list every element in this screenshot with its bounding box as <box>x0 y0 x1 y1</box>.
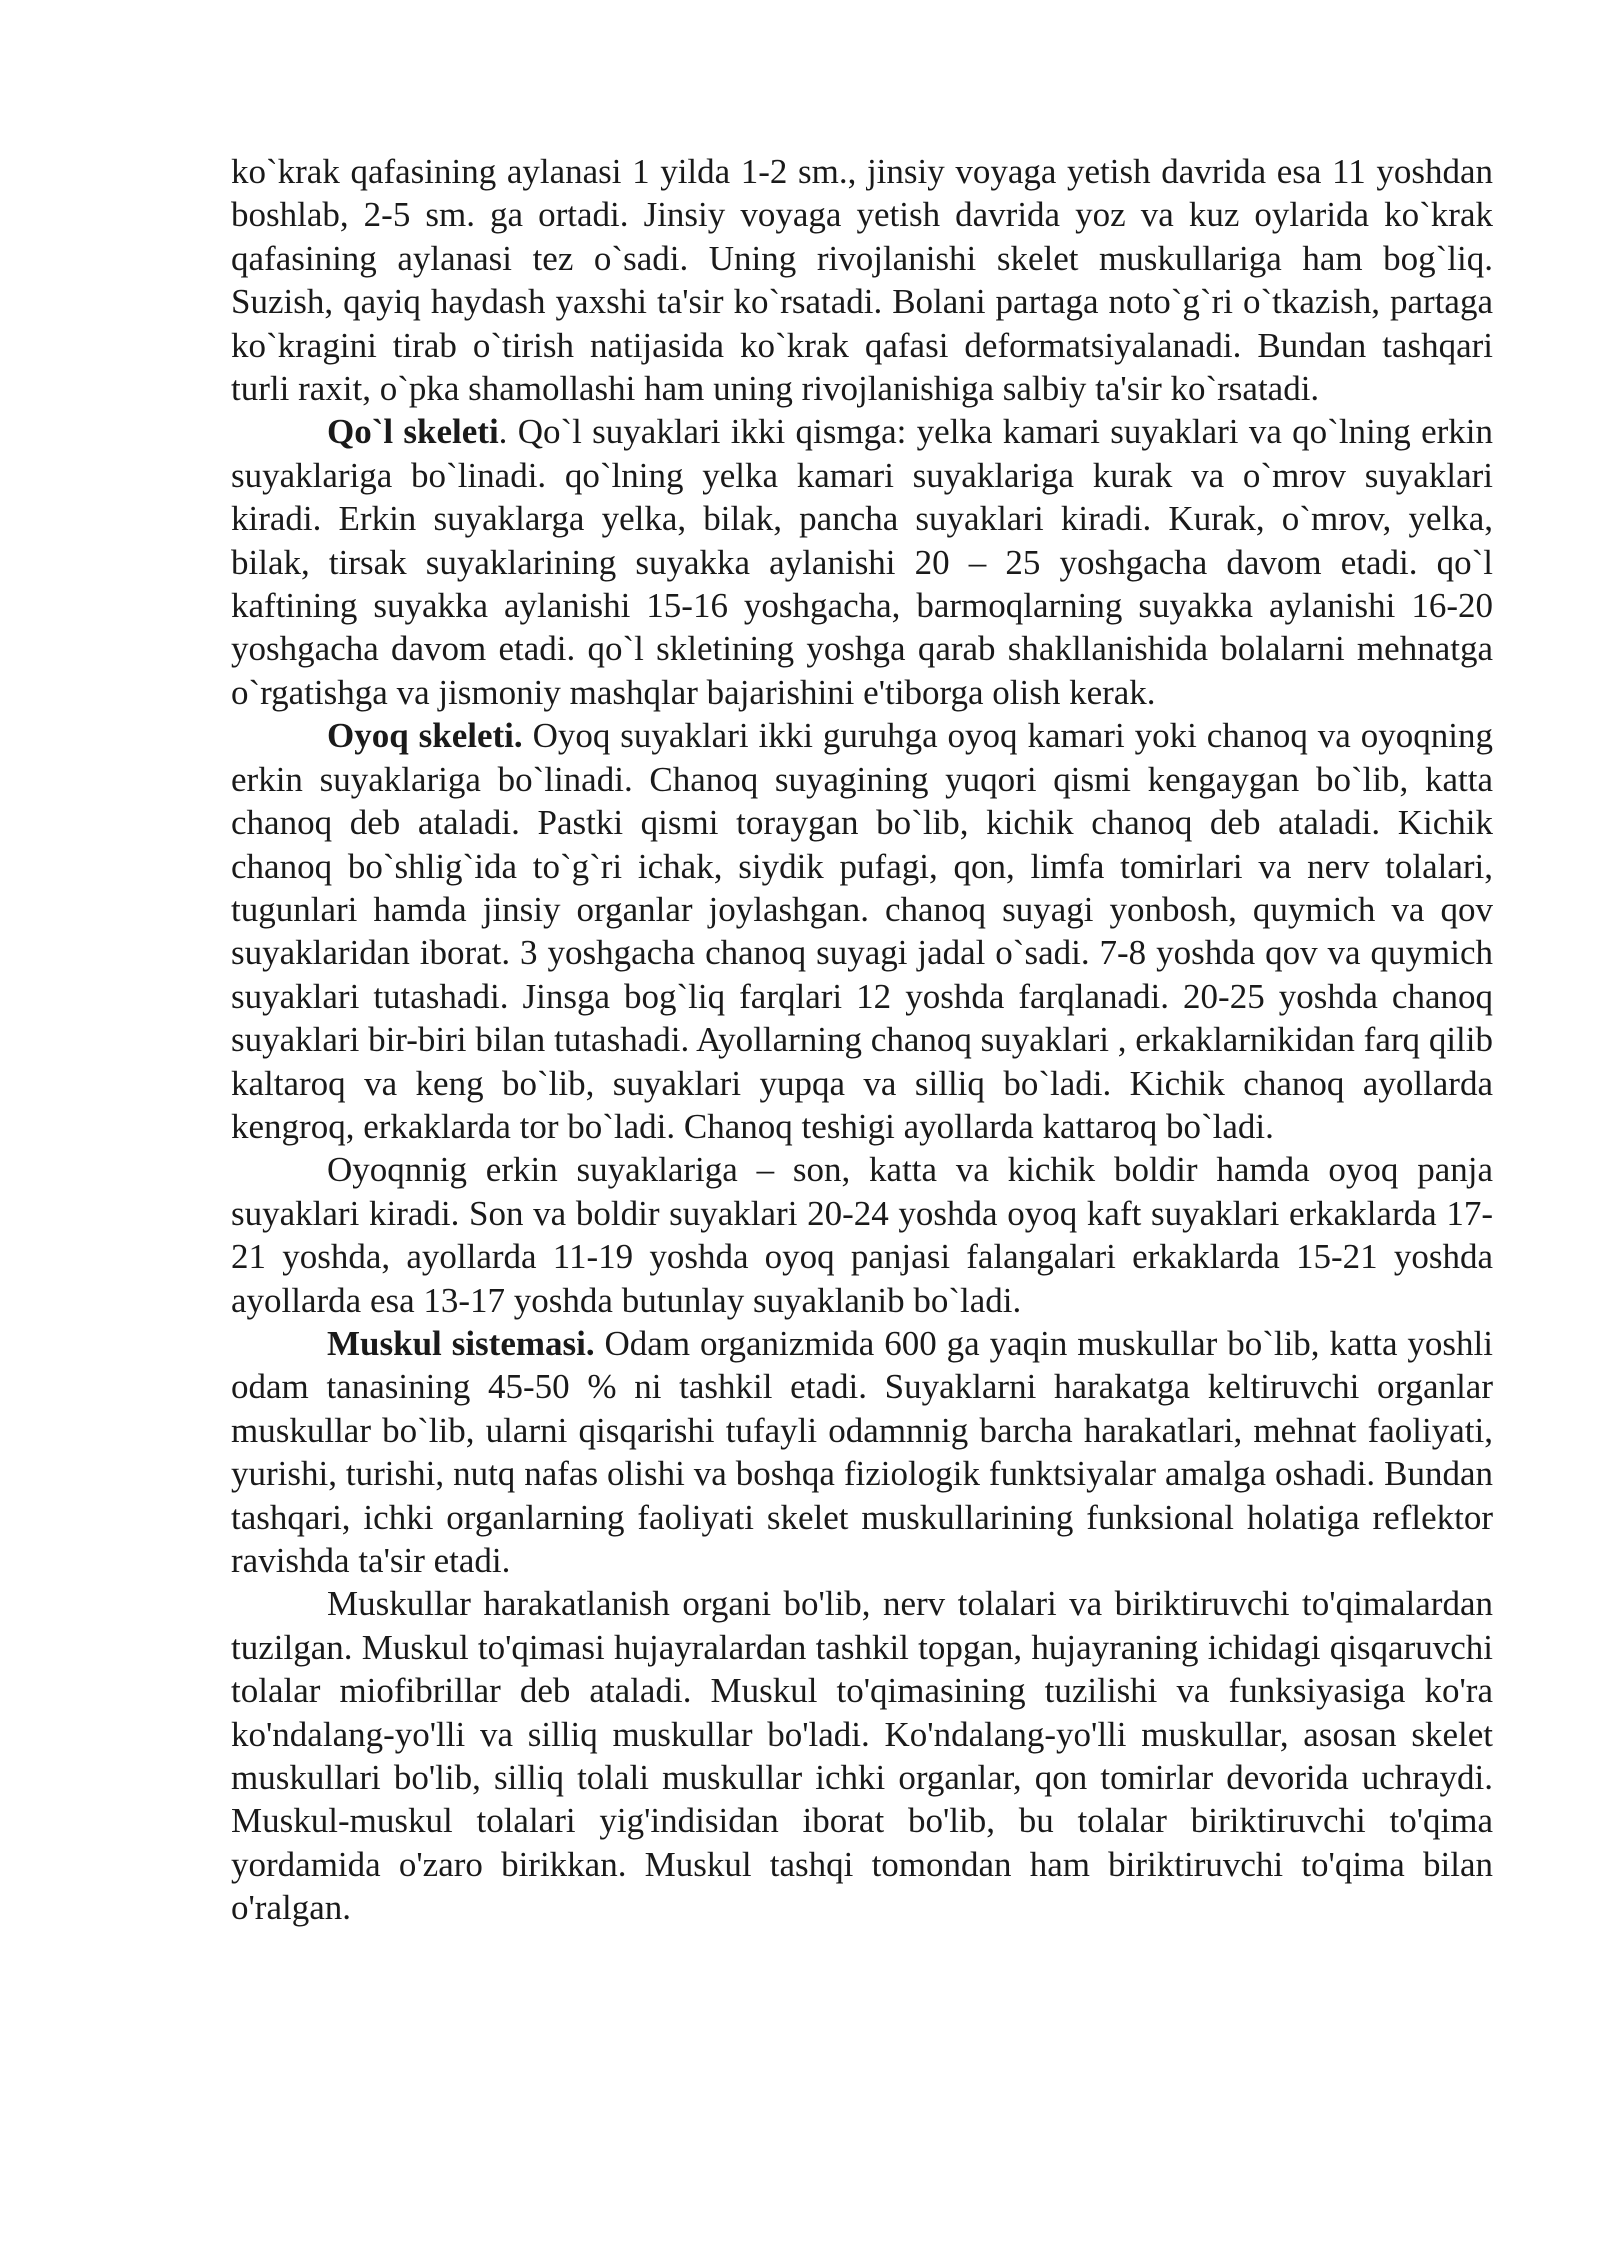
paragraph-text: Odam organizmida 600 ga yaqin muskullar bo`lib, katta yoshli odam tanasining 45-50 % ni tashkil etadi. Suyaklarni harakatga keltiruvchi organlar muskullar bo`lib, ularni qisqarishi tufayli odamnnig barcha harakatlari, mehnat faoliyati, yurishi, turishi, nutq nafas olishi va boshqa fiziologik funktsiyalar amalga oshadi. Bundan tashqari, ichki organlarning faoliyati skelet muskullarining funksional holatiga reflektor ravishda ta'sir etadi. <box>231 1323 1493 1580</box>
paragraph-arm-skeleton <box>231 410 1493 714</box>
paragraph-leg-skeleton <box>231 714 1493 1148</box>
paragraph-text: Oyoq suyaklari ikki guruhga oyoq kamari yoki chanoq va oyoqning erkin suyaklariga bo`linadi. Chanoq suyagining yuqori qismi kengaygan bo`lib, katta chanoq deb ataladi. Pastki qismi toraygan bo`lib, kichik chanoq deb ataladi. Kichik chanoq bo`shlig`ida to`g`ri ichak, siydik pufagi, qon, limfa tomirlari va nerv tolalari, tugunlari hamda jinsiy organlar joylashgan. chanoq suyagi yonbosh, quymich va qov suyaklaridan iborat. 3 yoshgacha chanoq suyagi jadal o`sadi. 7-8 yoshda qov va quymich suyaklari tutashadi. Jinsga bog`liq farqlari 12 yoshda farqlanadi. 20-25 yoshda chanoq suyaklari bir-biri bilan tutashadi. Ayollarning chanoq suyaklari , erkaklarnikidan farq qilib kaltaroq va keng bo`lib, suyaklari yupqa va silliq bo`ladi. Kichik chanoq ayollarda kengroq, erkaklarda tor bo`ladi. Chanoq teshigi ayollarda kattaroq bo`ladi. <box>231 716 1493 1146</box>
paragraph-text: Muskullar harakatlanish organi bo'lib, nerv tolalari va biriktiruvchi to'qimalardan tuzilgan. Muskul to'qimasi hujayralardan tashkil topgan, hujayraning ichidagi qisqaruvchi tolalar miofibrillar deb ataladi. Muskul to'qimasining tuzilishi va funksiyasiga ko'ra ko'ndalang-yo'lli va silliq muskullar bo'ladi. Ko'ndalang-yo'lli muskullar, asosan skelet muskullari bo'lib, silliq tolali muskullar ichki organlar, qon tomirlar devorida uchraydi. Muskul-muskul tolalari yig'indisidan iborat bo'lib, bu tolalar biriktiruvchi to'qima yordamida o'zaro birikkan. Muskul tashqi tomondan ham biriktiruvchi to'qima bilan o'ralgan. <box>231 1584 1493 1928</box>
section-heading-muscle-system: Muskul sistemasi. <box>327 1323 595 1363</box>
paragraph-leg-free-bones <box>231 1148 1493 1322</box>
paragraph-text: . Qo`l suyaklari ikki qismga: yelka kamari suyaklari va qo`lning erkin suyaklariga bo`linadi. qo`lning yelka kamari suyaklariga kurak va o`mrov suyaklari kiradi. Erkin suyaklarga yelka, bilak, pancha suyaklari kiradi. Kurak, o`mrov, yelka, bilak, tirsak suyaklarining suyakka aylanishi 20 – 25 yoshgacha davom etadi. qo`l kaftining suyakka aylanishi 15-16 yoshgacha, barmoqlarning suyakka aylanishi 16-20 yoshgacha davom etadi. qo`l skletining yoshga qarab shakllanishida bolalarni mehnatga o`rgatishga va jismoniy mashqlar bajarishini e'tiborga olish kerak. <box>231 412 1493 712</box>
paragraph-text: ko`krak qafasining aylanasi 1 yilda 1-2 sm., jinsiy voyaga yetish davrida esa 11 yoshdan boshlab, 2-5 sm. ga ortadi. Jinsiy voyaga yetish davrida yoz va kuz oylarida ko`krak qafasining aylanasi tez o`sadi. Uning rivojlanishi skelet muskullariga ham bog`liq. Suzish, qayiq haydash yaxshi ta'sir ko`rsatadi. Bolani partaga noto`g`ri o`tkazish, partaga ko`kragini tirab o`tirish natijasida ko`krak qafasi deformatsiyalanadi. Bundan tashqari turli raxit, o`pka shamollashi ham uning rivojlanishiga salbiy ta'sir ko`rsatadi. <box>231 152 1493 409</box>
paragraph-chest <box>231 150 1493 410</box>
section-heading-arm-skeleton: Qo`l skeleti <box>327 412 499 452</box>
paragraph-text: Oyoqnnig erkin suyaklariga – son, katta va kichik boldir hamda oyoq panja suyaklari kiradi. Son va boldir suyaklari 20-24 yoshda oyoq kaft suyaklari erkaklarda 17-21 yoshda, ayollarda 11-19 yoshda oyoq panjasi falangalari erkaklarda 15-21 yoshda ayollarda esa 13-17 yoshda butunlay suyaklanib bo`ladi. <box>231 1150 1493 1320</box>
paragraph-muscle-tissue <box>231 1582 1493 1929</box>
paragraph-muscle-system <box>231 1322 1493 1582</box>
document-page <box>231 150 1493 1930</box>
section-heading-leg-skeleton: Oyoq skeleti. <box>327 716 523 756</box>
